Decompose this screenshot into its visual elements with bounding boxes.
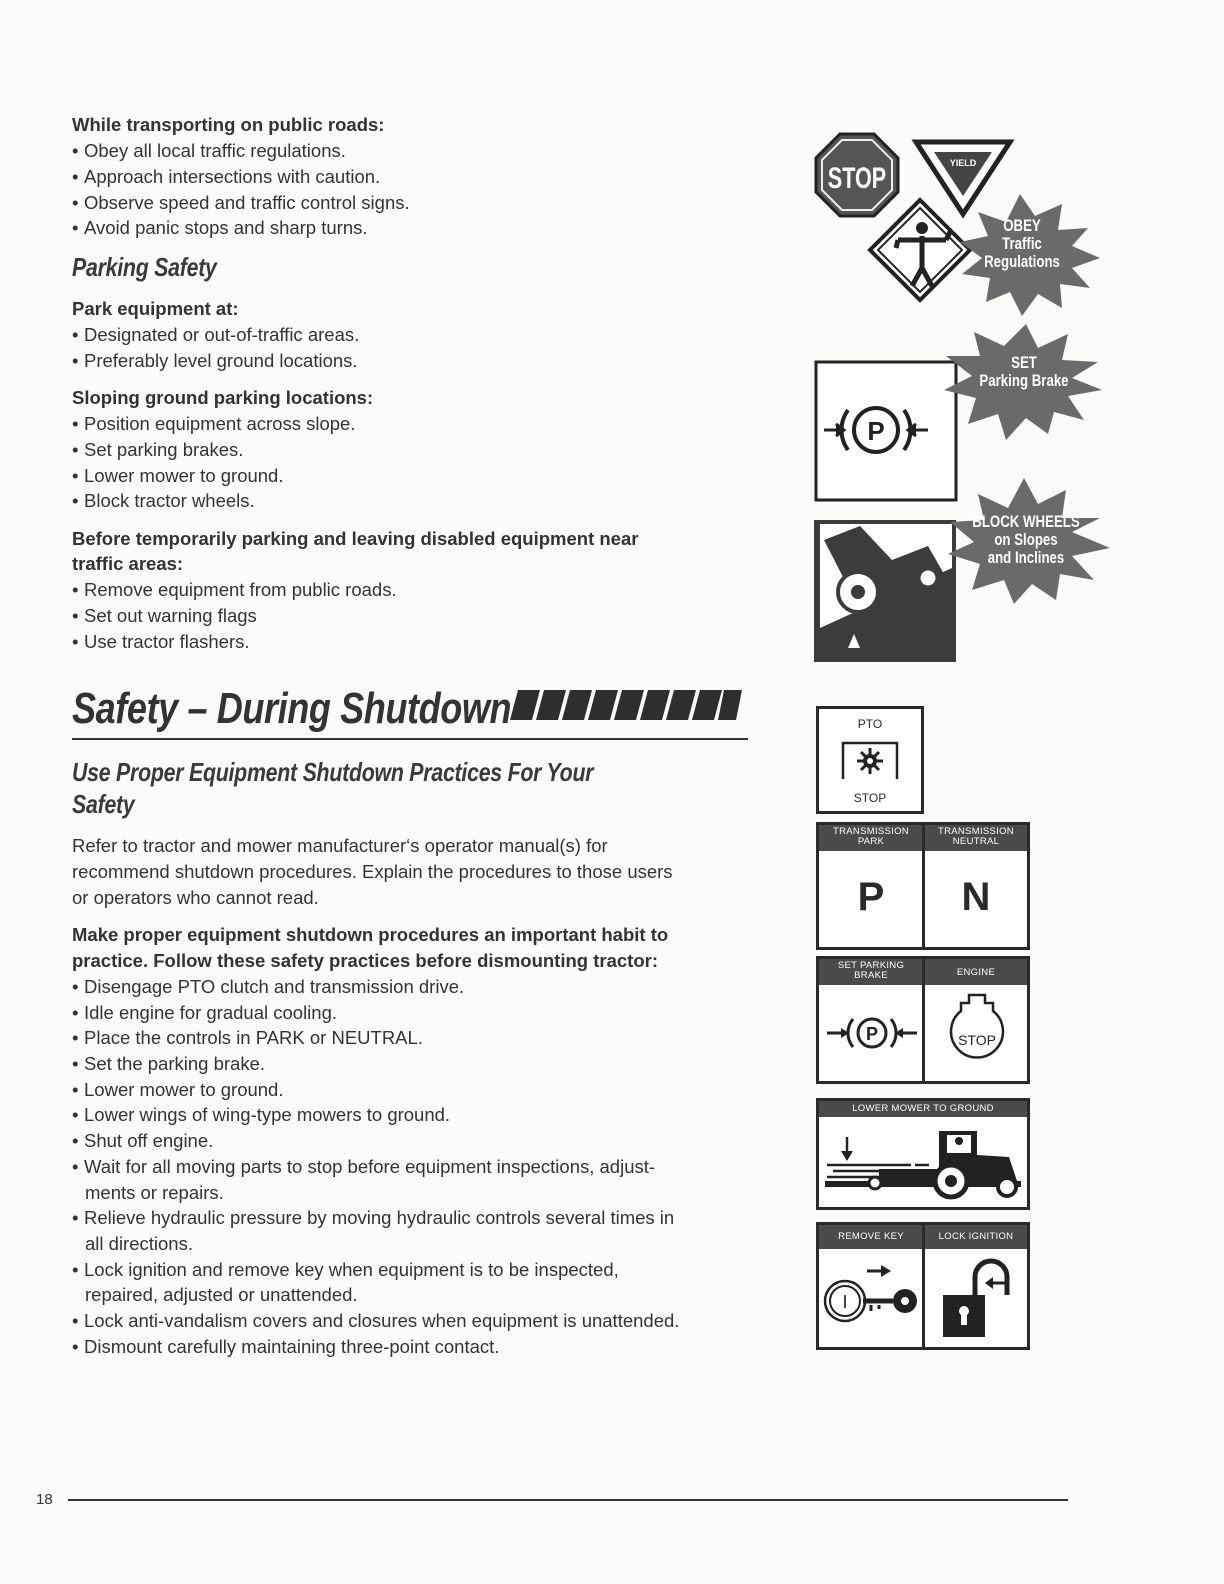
list-item-cont: ments or repairs. [85,1182,224,1203]
list-item: • Observe speed and traffic control signs. [72,192,410,213]
shutdown-title: Safety – During Shutdown [72,684,512,733]
yield-sign-icon [916,142,1010,214]
list-item: • Use tractor flashers. [72,631,250,652]
list-item: • Approach intersections with caution. [72,166,381,187]
pto-stop-label: STOP [853,791,887,805]
lock-ignition-header: LOCK IGNITION [925,1225,1027,1249]
key-letter: I [842,1292,848,1312]
obey-burst-icon [960,194,1100,316]
block-text: and Inclines [987,548,1065,568]
lower-mower-panel [816,1098,1030,1210]
brake-p-text: P [867,416,885,446]
parking-safety-title: Parking Safety [72,252,217,282]
list-item: • Lock anti-vandalism covers and closures when equipment is unattended. [72,1310,680,1331]
obey-text: Traffic [1002,234,1042,254]
pto-stop-panel [816,706,924,814]
list-item: • Idle engine for gradual cooling. [72,1002,338,1023]
list-item: • Preferably level ground locations. [72,350,358,371]
parking-brake-icon [825,1003,919,1063]
block-text: BLOCK WHEELS [972,512,1080,532]
parking-brake-panel [816,362,956,500]
engine-stop-icon [947,991,1007,1067]
yield-text: YIELD [949,158,977,168]
habit-heading-cont: practice. Follow these safety practices before dismounting tractor: [72,950,658,971]
pto-gear-icon [839,737,901,781]
shutdown-subtitle: Use Proper Equipment Shutdown Practices For Your [72,757,594,787]
list-item: • Place the controls in PARK or NEUTRAL. [72,1027,423,1048]
lower-mower-icon [819,1119,1027,1207]
list-item: • Lower mower to ground. [72,465,284,486]
park-heading: Park equipment at: [72,298,239,319]
disabled-heading: Before temporarily parking and leaving disabled equipment near [72,528,639,549]
set-parking-header: SET PARKING BRAKE [819,959,923,985]
traffic-icons [810,128,1150,668]
obey-text: Regulations [984,252,1060,272]
list-item: • Disengage PTO clutch and transmission drive. [72,976,465,997]
title-stripes [510,690,742,720]
list-item: • Relieve hydraulic pressure by moving hydraulic controls several times in [72,1207,675,1228]
list-item: • Shut off engine. [72,1130,214,1151]
shutdown-subtitle-cont: Safety [72,789,135,819]
flagman-sign-icon [870,200,970,300]
remove-key-icon [821,1261,921,1341]
stop-text: STOP [827,160,887,195]
list-item: • Designated or out-of-traffic areas. [72,324,360,345]
neutral-letter: N [961,875,991,919]
list-item: • Remove equipment from public roads. [72,579,397,600]
set-brake-text: SET [1011,353,1037,373]
habit-heading: Make proper equipment shutdown procedures an important habit to [72,924,669,945]
list-item: • Set the parking brake. [72,1053,265,1074]
list-item: • Wait for all moving parts to stop before equipment inspections, adjust- [72,1156,656,1177]
title-rule [72,738,748,740]
block-text: on Slopes [994,530,1058,550]
park-letter: P [857,875,885,919]
remove-key-header: REMOVE KEY [819,1225,923,1249]
stop-sign-icon [816,134,898,216]
lock-ignition-icon [927,1255,1027,1345]
transmission-panel [816,822,1030,950]
list-item-cont: all directions. [85,1233,193,1254]
page-number: 18 [36,1491,53,1508]
list-item: • Lock ignition and remove key when equipment is to be inspected, [72,1259,619,1280]
obey-text: OBEY [1003,216,1041,236]
list-item: • Lower mower to ground. [72,1079,284,1100]
pto-label: PTO [857,717,883,731]
intro-line: or operators who cannot read. [72,887,319,908]
intro-line: Refer to tractor and mower manufacturer‘s operator manual(s) for [72,835,608,856]
engine-header: ENGINE [925,959,1027,985]
trans-neutral-header: TRANSMISSION NEUTRAL [925,825,1027,851]
list-item: • Dismount carefully maintaining three-point contact. [72,1336,500,1357]
list-item: • Set out warning flags [72,605,257,626]
intro-line: recommend shutdown procedures. Explain the procedures to those users [72,861,673,882]
block-wheels-panel [814,520,956,662]
list-item: • Block tractor wheels. [72,490,255,511]
lower-mower-header: LOWER MOWER TO GROUND [819,1101,1027,1117]
list-item-cont: repaired, adjusted or unattended. [85,1284,358,1305]
svg-text:P: P [865,1024,879,1044]
key-ignition-panel [816,1222,1030,1350]
list-item: • Avoid panic stops and sharp turns. [72,217,368,238]
list-item: • Obey all local traffic regulations. [72,140,346,161]
trans-park-header: TRANSMISSION PARK [819,825,923,851]
list-item: • Lower wings of wing-type mowers to ground. [72,1104,451,1125]
transport-heading: While transporting on public roads: [72,114,385,135]
set-brake-text: Parking Brake [979,371,1069,391]
brake-engine-panel [816,956,1030,1084]
footer-rule [68,1499,1068,1501]
disabled-heading-cont: traffic areas: [72,553,184,574]
block-wheels-burst-icon [948,478,1110,604]
engine-stop-text: STOP [958,1032,996,1048]
list-item: • Set parking brakes. [72,439,244,460]
set-brake-burst-icon [944,324,1102,440]
list-item: • Position equipment across slope. [72,413,356,434]
slope-heading: Sloping ground parking locations: [72,387,374,408]
